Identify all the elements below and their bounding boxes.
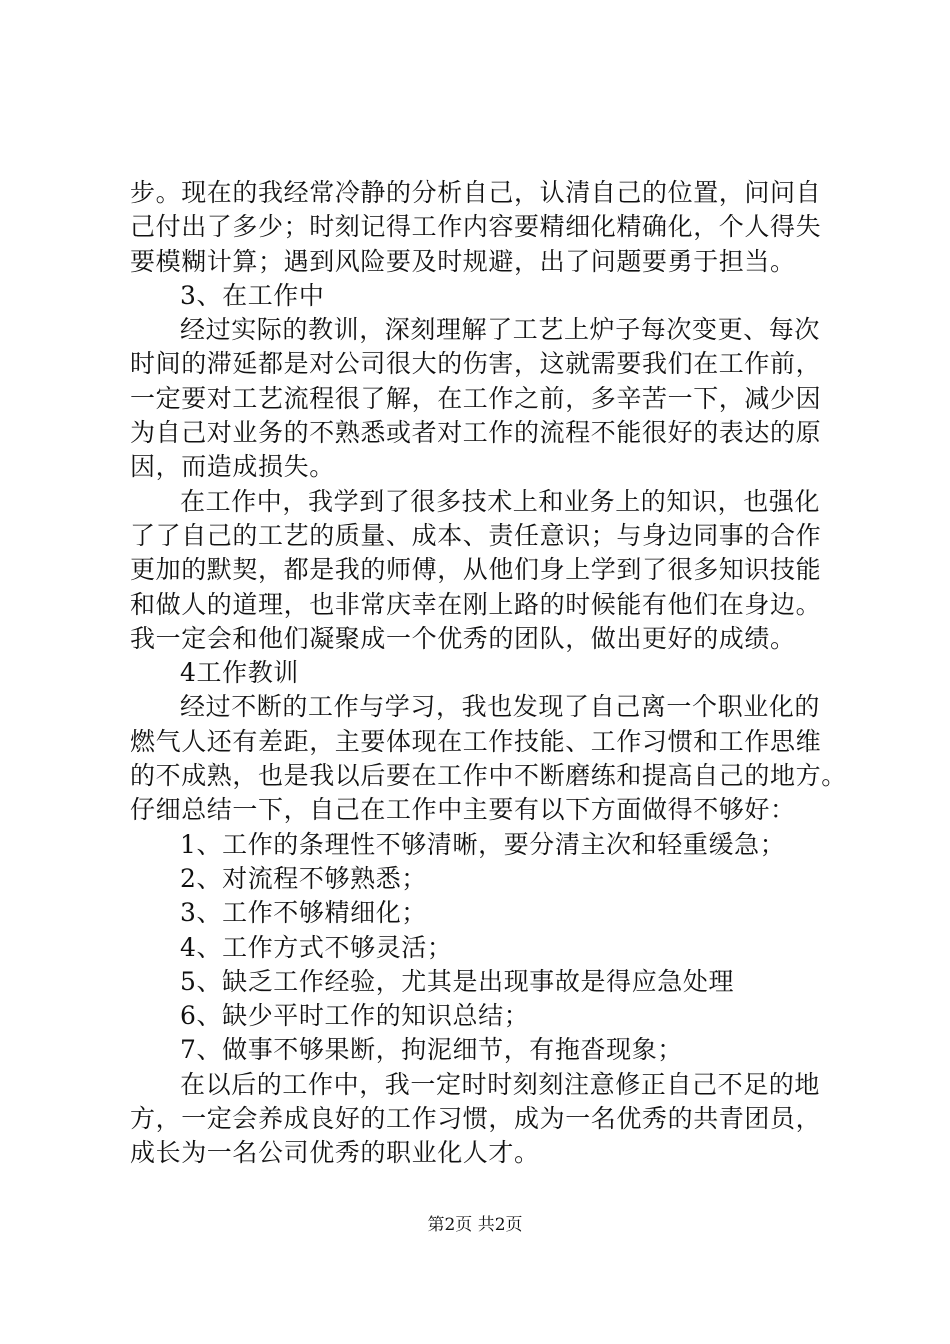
body-line: 更加的默契，都是我的师傅，从他们身上学到了很多知识技能 (130, 555, 822, 585)
body-line: 仔细总结一下，自己在工作中主要有以下方面做得不够好： (130, 795, 796, 825)
list-item: 6、缺少平时工作的知识总结； (180, 1001, 530, 1031)
body-line: 方，一定会养成良好的工作习惯，成为一名优秀的共青团员， (130, 1104, 822, 1134)
body-line: 己付出了多少；时刻记得工作内容要精细化精确化，个人得失 (130, 212, 822, 242)
body-line: 为自己对业务的不熟悉或者对工作的流程不能很好的表达的原 (130, 418, 822, 448)
body-line: 经过实际的教训，深刻理解了工艺上炉子每次变更、每次 (180, 315, 821, 345)
body-line: 了了自己的工艺的质量、成本、责任意识；与身边同事的合作 (130, 520, 822, 550)
list-item: 3、工作不够精细化； (180, 898, 427, 928)
list-item: 1、工作的条理性不够清晰，要分清主次和轻重缓急； (180, 829, 786, 859)
page-number-footer: 第2页 共2页 (427, 1215, 523, 1235)
document-body (130, 176, 847, 1171)
body-line: 要模糊计算；遇到风险要及时规避，出了问题要勇于担当。 (130, 246, 796, 276)
body-line: 的不成熟，也是我以后要在工作中不断磨练和提高自己的地方。 (130, 761, 847, 791)
section-heading: 4工作教训 (180, 658, 299, 688)
body-line: 和做人的道理，也非常庆幸在刚上路的时候能有他们在身边。 (130, 589, 822, 619)
body-line: 时间的滞延都是对公司很大的伤害，这就需要我们在工作前， (130, 349, 822, 379)
body-line: 燃气人还有差距，主要体现在工作技能、工作习惯和工作思维 (130, 726, 822, 756)
list-item: 7、做事不够果断，拘泥细节，有拖沓现象； (180, 1035, 683, 1065)
section-heading: 3、在工作中 (180, 280, 325, 310)
body-line: 我一定会和他们凝聚成一个优秀的团队，做出更好的成绩。 (130, 623, 796, 653)
body-line: 在以后的工作中，我一定时时刻刻注意修正自己不足的地 (180, 1069, 821, 1099)
body-line: 成长为一名公司优秀的职业化人才。 (130, 1138, 540, 1168)
list-item: 5、缺乏工作经验，尤其是出现事故是得应急处理 (180, 966, 735, 996)
body-line: 经过不断的工作与学习，我也发现了自己离一个职业化的 (180, 692, 821, 722)
list-item: 4、工作方式不够灵活； (180, 932, 453, 962)
body-line: 步。现在的我经常冷静的分析自己，认清自己的位置，问问自 (130, 178, 822, 207)
body-line: 在工作中，我学到了很多技术上和业务上的知识，也强化 (180, 486, 821, 516)
body-line: 一定要对工艺流程很了解，在工作之前，多辛苦一下，减少因 (130, 383, 822, 413)
body-line: 因，而造成损失。 (130, 452, 335, 482)
list-item: 2、对流程不够熟悉； (180, 863, 427, 893)
